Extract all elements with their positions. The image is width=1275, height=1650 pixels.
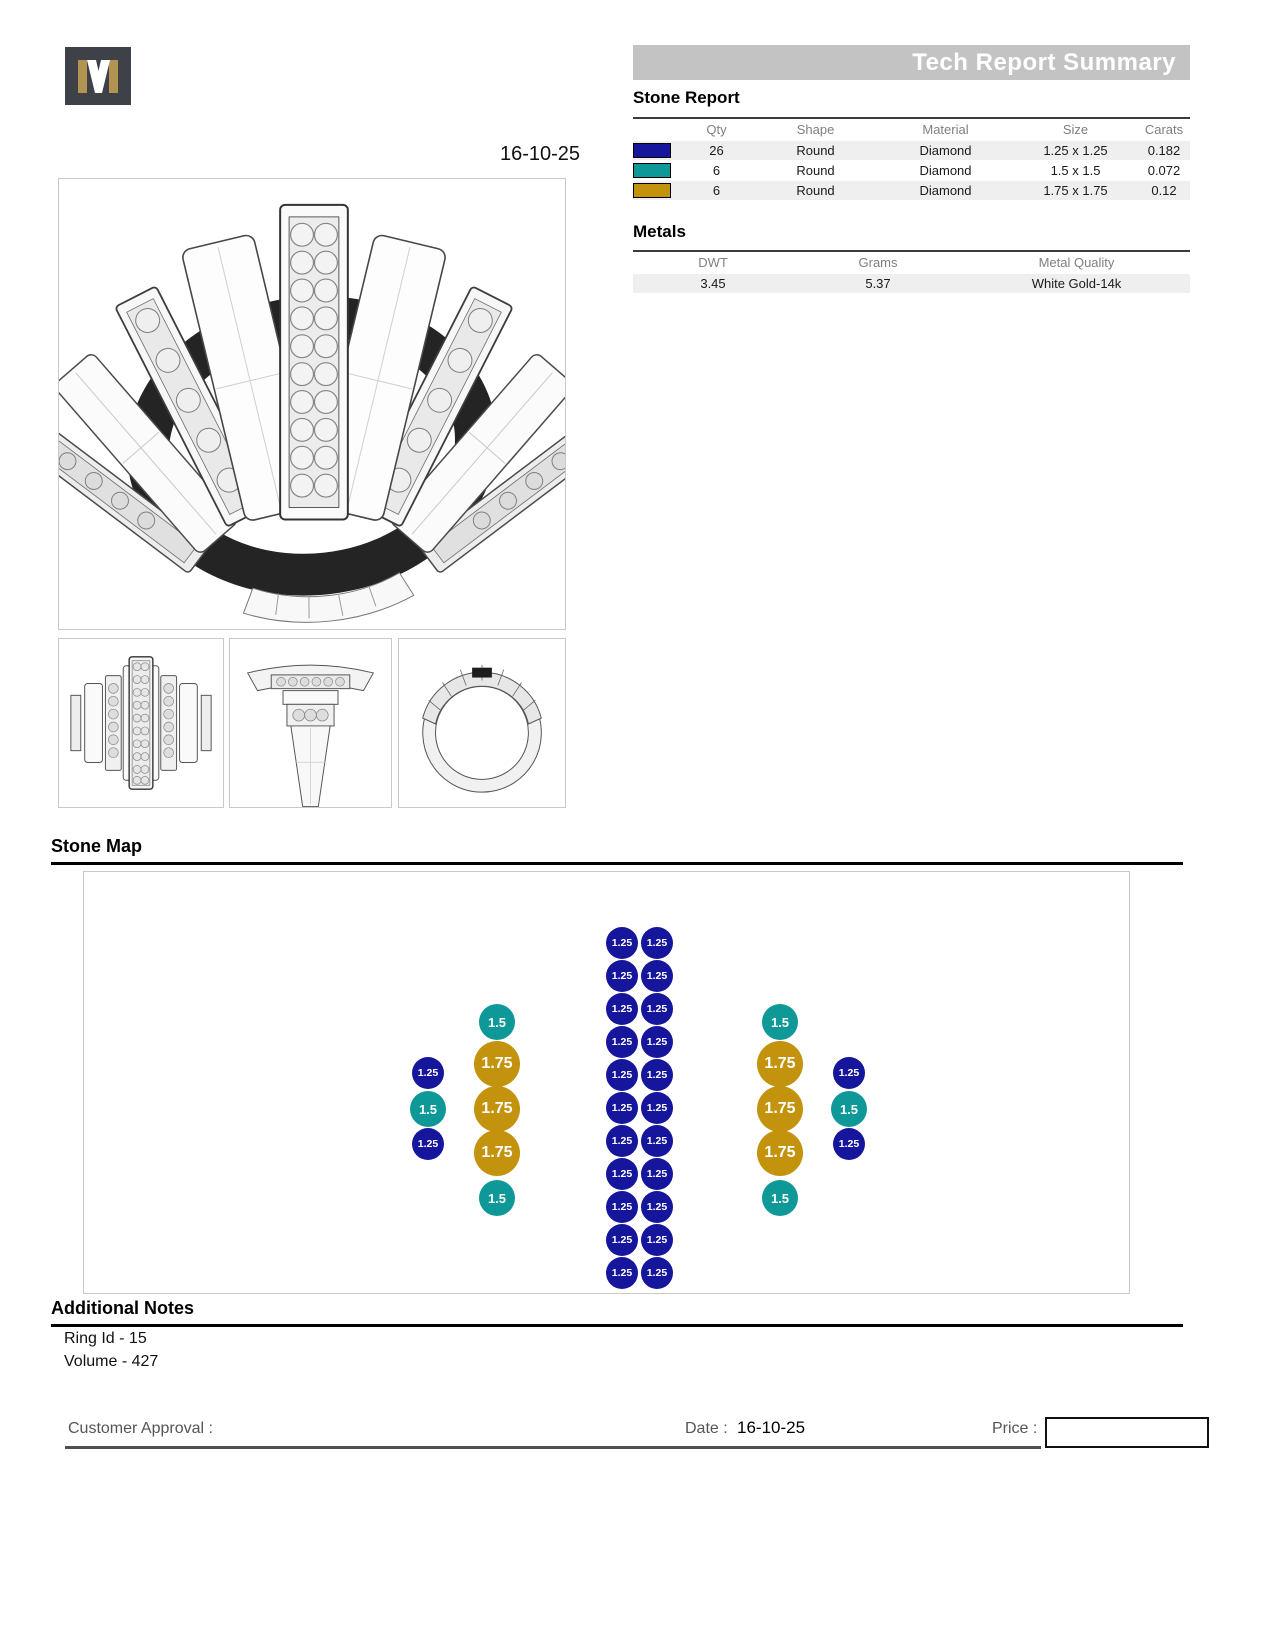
- stone-report-table: [633, 117, 1190, 201]
- stone-1.5: 1.5: [479, 1180, 515, 1216]
- report-title-bar: [633, 45, 1190, 80]
- shape-cell: Round: [796, 183, 835, 198]
- dwt-cell: 3.45: [700, 276, 726, 291]
- metal-quality-column-header: Metal Quality: [1038, 255, 1115, 270]
- stone-map-rule: [51, 862, 1183, 865]
- design-date: 16-10-25: [499, 143, 581, 165]
- stone-1.75: 1.75: [757, 1130, 803, 1176]
- stone-1.25: 1.25: [641, 1158, 673, 1190]
- stone-1.25: 1.25: [412, 1057, 444, 1089]
- stone-report-row: [633, 161, 1190, 180]
- price-input-box[interactable]: [1045, 1417, 1209, 1448]
- stone-1.25: 1.25: [606, 927, 638, 959]
- stone-report-heading: Stone Report: [633, 88, 740, 107]
- qty-cell: 6: [712, 183, 721, 198]
- grams-cell: 5.37: [865, 276, 891, 291]
- stone-1.25: 1.25: [641, 1092, 673, 1124]
- stone-1.25: 1.25: [606, 1026, 638, 1058]
- stone-1.25: 1.25: [641, 1059, 673, 1091]
- stone-1.25: 1.25: [606, 1059, 638, 1091]
- ring-render-main-box: [58, 178, 566, 630]
- stone-1.25: 1.25: [833, 1128, 865, 1160]
- material-cell: Diamond: [919, 183, 972, 198]
- stone-1.25: 1.25: [606, 1191, 638, 1223]
- ring-front-view-image: [399, 639, 565, 807]
- stone-1.5: 1.5: [762, 1004, 798, 1040]
- date-label: Date :: [685, 1420, 728, 1437]
- stone-1.25: 1.25: [606, 1224, 638, 1256]
- additional-notes-rule: [51, 1324, 1183, 1327]
- metals-table: [633, 250, 1190, 294]
- shape-column-header: Shape: [796, 122, 835, 137]
- metal-quality-cell: White Gold-14k: [1031, 276, 1122, 291]
- stone-1.5: 1.5: [762, 1180, 798, 1216]
- price-label: Price :: [992, 1420, 1038, 1437]
- stone-1.75: 1.75: [474, 1086, 520, 1132]
- stone-1.75: 1.75: [474, 1041, 520, 1087]
- stone-1.5: 1.5: [479, 1004, 515, 1040]
- ring-side-view-image: [230, 639, 391, 807]
- stone-1.25: 1.25: [833, 1057, 865, 1089]
- stone-1.75: 1.75: [474, 1130, 520, 1176]
- stone-1.75: 1.75: [757, 1041, 803, 1087]
- size-cell: 1.75 x 1.75: [1043, 183, 1108, 198]
- stone-1.75: 1.75: [757, 1086, 803, 1132]
- size-column-header: Size: [1062, 122, 1089, 137]
- carats-cell: 0.072: [1147, 163, 1181, 178]
- page-title: Tech Report Summary: [912, 48, 1176, 76]
- metals-header-row: [633, 252, 1190, 273]
- stone-1.25: 1.25: [412, 1128, 444, 1160]
- qty-column-header: Qty: [706, 122, 727, 137]
- ring-front-view-box: [398, 638, 566, 808]
- additional-notes-heading: Additional Notes: [51, 1298, 194, 1318]
- stone-1.25: 1.25: [641, 1257, 673, 1289]
- stone-1.5: 1.5: [410, 1091, 446, 1127]
- stone-1.25: 1.25: [606, 1092, 638, 1124]
- shape-cell: Round: [796, 143, 835, 158]
- ring-top-view-box: [58, 638, 224, 808]
- size-cell: 1.25 x 1.25: [1043, 143, 1108, 158]
- signature-line[interactable]: [65, 1446, 1041, 1449]
- stone-1.25: 1.25: [641, 993, 673, 1025]
- qty-cell: 6: [712, 163, 721, 178]
- carats-column-header: Carats: [1144, 122, 1184, 137]
- stone-1.25: 1.25: [641, 960, 673, 992]
- metals-row: [633, 274, 1190, 293]
- stone-1.25: 1.25: [641, 1125, 673, 1157]
- ring-render-main-image: [59, 179, 565, 629]
- qty-cell: 26: [709, 143, 724, 158]
- dwt-column-header: DWT: [698, 255, 728, 270]
- material-cell: Diamond: [919, 163, 972, 178]
- stone-1.25: 1.25: [606, 993, 638, 1025]
- m-logo-icon: [65, 47, 131, 105]
- stone-1.25: 1.25: [641, 927, 673, 959]
- carats-cell: 0.182: [1147, 143, 1181, 158]
- date-value: 16-10-25: [737, 1418, 806, 1437]
- stone-1.25: 1.25: [606, 960, 638, 992]
- stone-map-canvas: [83, 871, 1130, 1294]
- stone-1.25: 1.25: [606, 1257, 638, 1289]
- grams-column-header: Grams: [858, 255, 898, 270]
- stone-color-swatch: [633, 183, 671, 198]
- stone-map-heading: Stone Map: [51, 836, 143, 856]
- metals-heading: Metals: [633, 222, 686, 241]
- size-cell: 1.5 x 1.5: [1050, 163, 1101, 178]
- stone-report-header-row: [633, 119, 1190, 140]
- brand-logo: [65, 47, 131, 105]
- stone-1.25: 1.25: [641, 1026, 673, 1058]
- stone-1.25: 1.25: [606, 1158, 638, 1190]
- material-cell: Diamond: [919, 143, 972, 158]
- material-column-header: Material: [922, 122, 969, 137]
- shape-cell: Round: [796, 163, 835, 178]
- stone-1.25: 1.25: [641, 1224, 673, 1256]
- note-ring-id: Ring Id - 15: [64, 1330, 147, 1347]
- stone-report-row: [633, 181, 1190, 200]
- note-volume: Volume - 427: [64, 1353, 159, 1370]
- stone-report-row: [633, 141, 1190, 160]
- stone-1.5: 1.5: [831, 1091, 867, 1127]
- customer-approval-label: Customer Approval :: [68, 1420, 213, 1437]
- stone-1.25: 1.25: [641, 1191, 673, 1223]
- ring-side-view-box: [229, 638, 392, 808]
- carats-cell: 0.12: [1151, 183, 1177, 198]
- stone-1.25: 1.25: [606, 1125, 638, 1157]
- ring-top-view-image: [59, 639, 223, 807]
